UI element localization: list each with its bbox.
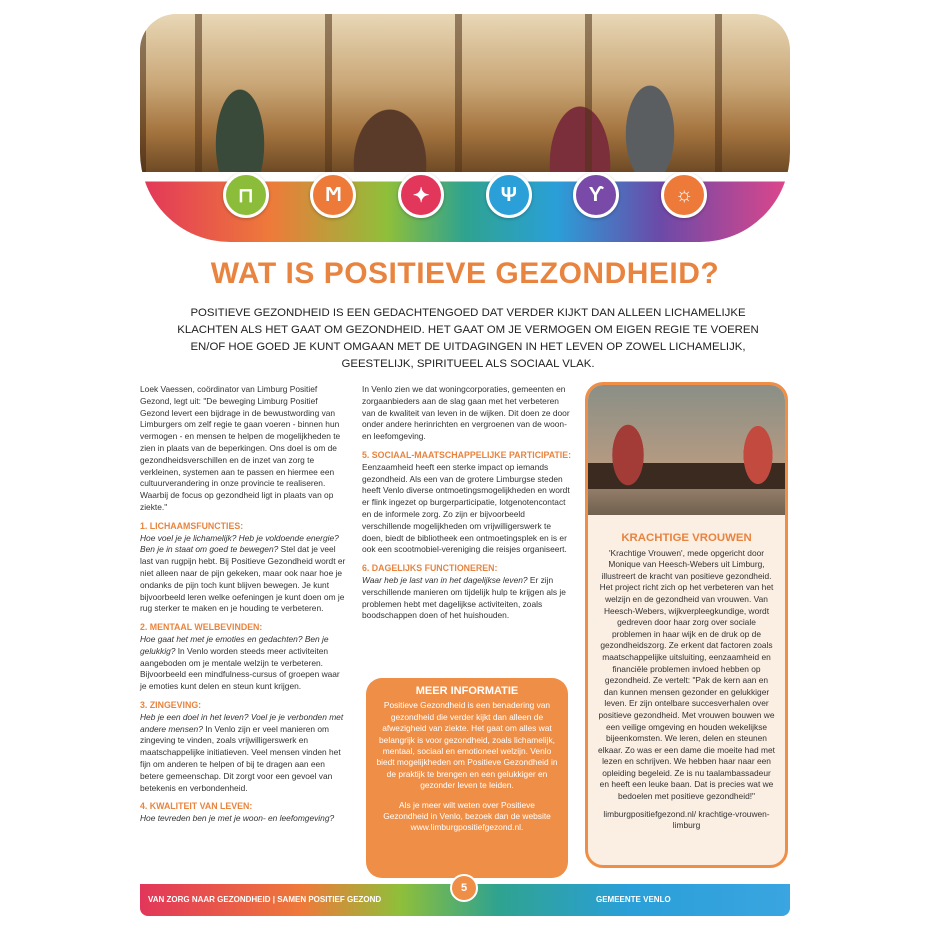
people-icon: Ϻ [310, 172, 356, 218]
person-cheer-icon: ϒ [573, 172, 619, 218]
section-heading: 2. MENTAAL WELBEVINDEN: [140, 622, 263, 633]
question: Waar heb je last van in het dagelijkse leven? [362, 574, 528, 585]
paragraph: In Venlo zijn er veel manieren om zingeving te vinden, zoals vrijwilligerswerk en maatschappelijke initiatieven. Veel mensen vinden het fijn om anderen te helpen of bij te dragen aan een betere gemeenschap. Dit zorgt voor een gevoel van betekenis en verbondenheid. [140, 723, 341, 793]
paragraph: Loek Vaessen, coördinator van Limburg Positief Gezond, legt uit: "De beweging Limburg Positief Gezond levert een bijdrage in de bewustwording van Limburgers om zelf regie te gaan voeren - binnen hun vermogen - en mensen te helpen de mogelijkheden te zien in plaats van de beperkingen. Ons doel is om de gezondheidsverschillen en de inzet van zorg te verkleinen, systemen aan te passen en hiermee een cultuurverandering in onze provincie te realiseren. Waarbij de focus op gezondheid ligt in plaats van op ziekte." [140, 384, 341, 512]
footer-right: GEMEENTE VENLO [596, 895, 671, 904]
page-title: WAT IS POSITIEVE GEZONDHEID? [210, 257, 720, 290]
group-icon: ☼ [661, 172, 707, 218]
paragraph: Stel dat je veel last van rugpijn hebt. Bij Positieve Gezondheid wordt er niet alleen naar de pijn gekeken, maar ook naar hoe je ondanks de pijn toch kunt blijven bewegen. Je kunt bijvoorbeeld leren welke oefeningen je kunt doen om je rug sterker te maken en je houding te verbeteren. [140, 544, 346, 614]
table-icon: ⊓ [223, 172, 269, 218]
section-heading: 5. SOCIAAL-MAATSCHAPPELIJKE PARTICIPATIE: [362, 449, 572, 460]
sidebar-link[interactable]: limburgpositiefgezond.nl/ krachtige-vrouwen-limburg [603, 808, 770, 831]
column-left [140, 384, 348, 832]
family-forest-photo [140, 14, 790, 172]
health-dimension-icons [140, 172, 790, 218]
section-heading: 6. DAGELIJKS FUNCTIONEREN: [362, 563, 498, 574]
intro-text: POSITIEVE GEZONDHEID IS EEN GEDACHTENGOED DAT VERDER KIJKT DAN ALLEEN LICHAMELIJKE KLACHTEN ALS HET GAAT OM GEZONDHEID. HET GAAT OM JE VERMOGEN OM EIGEN REGIE TE VOEREN EN/OF HOE GOED JE KUNT OMGAAN MET DE UITDAGINGEN IN HET LEVEN OP ZOWEL LICHAMELIJK, GEESTELIJK, SPIRITUEEL ALS SOCIAAL VLAK. [177, 307, 759, 370]
question: Hoe gaat het met je emoties en gedachten? Ben je gelukkig? [140, 633, 329, 656]
sidebar-text: 'Krachtige Vrouwen', mede opgericht door Monique van Heesch-Webers uit Limburg, illustreert de kracht van positieve gezondheid. Het project richt zich op het verbeteren van het welzijn en de gezondheid van vrouwen. Van Heesch-Webers, wijkverpleegkundige, wordt gedreven door haar zorg over sociale problemen in haar wijk en de druk op de gezondheidszorg. Ze erkent dat factoren zoals maatschappelijke uitsluiting, eenzaamheid en financiële problemen invloed hebben op gezondheid. Ze vertelt: "Pak de kern aan en dan kunnen mensen gezonder en gelukkiger leven. Er zijn ontelbare succesverhalen over positieve gezondheid. Met vrouwen bouwen we een veilige omgeving en houden wekelijkse bijeenkomsten. We leren, delen en steunen elkaar. Zo was er een dame die moeite had met lezen en schrijven. We hebben haar naar een opleiding begeleid. Ze is nu taalambassadeur en heeft een leuke baan. Dat is precies wat we bedoelen met positieve gezondheid!" [598, 547, 775, 802]
paragraph: In Venlo zien we dat woningcorporaties, gemeenten en zorgaanbieders aan de slag gaan met het verbeteren van de kwaliteit van leven in de wijken. Dit doen ze door onder andere herinrichten en vergroenen van de woon- en leefomgeving. [362, 384, 570, 442]
question: Heb je een doel in het leven? Voel je je verbonden met andere mensen? [140, 711, 344, 734]
info-link-text[interactable]: Als je meer wilt weten over Positieve Gezondheid in Venlo, bezoek dan de website www.limburgpositiefgezond.nl. [383, 799, 551, 833]
question: Hoe voel je je lichamelijk? Heb je voldoende energie? Ben je in staat om goed te bewegen? [140, 532, 339, 555]
column-middle [362, 384, 572, 629]
paragraph: Er zijn verschillende manieren om tijdelijk hulp te krijgen als je problemen hebt met dagelijkse activiteiten, zoals boodschappen doen of het huishouden. [362, 574, 566, 621]
person-arms-up-icon: Ψ [486, 172, 532, 218]
section-heading: 1. LICHAAMSFUNCTIES: [140, 520, 244, 531]
paragraph: In Venlo worden steeds meer activiteiten aangeboden om je mentale welzijn te verbeteren. Bijvoorbeeld een mindfulness-cursus of groepen waar je emoties kunt delen en steun kunt krijgen. [140, 645, 340, 692]
info-box [366, 678, 568, 878]
hero-banner [140, 14, 790, 242]
info-title: MEER INFORMATIE [415, 685, 519, 697]
women-photo [588, 385, 785, 515]
sidebar-title: KRACHTIGE VROUWEN [621, 532, 752, 544]
footer-left: VAN ZORG NAAR GEZONDHEID | SAMEN POSITIEF GEZOND [148, 895, 382, 904]
question: Hoe tevreden ben je met je woon- en leefomgeving? [140, 813, 335, 824]
section-heading: 3. ZINGEVING: [140, 699, 202, 710]
info-text: Positieve Gezondheid is een benadering van gezondheid die verder kijkt dan alleen de afwezigheid van ziekte. Het gaat om alles wat belangrijk is voor gezondheid, zoals lichamelijk, mentaal, sociaal en emotioneel welzijn. Venlo biedt mogelijkheden om Positieve Gezondheid in de praktijk te brengen en een gelukkiger en gezonder leven te leiden. [376, 700, 558, 791]
section-heading: 4. KWALITEIT VAN LEVEN: [140, 801, 253, 812]
runner-icon: ✦ [398, 172, 444, 218]
paragraph: Eenzaamheid heeft een sterke impact op iemands gezondheid. Als een van de grotere Limburgse steden heeft Venlo diverse ontmoetingsmogelijkheden en wordt er flink ingezet op burgerparticipatie, lotgenotencontact en de informele zorg. Zo zijn er bijvoorbeeld verschillende mogelijkheden om vrijwilligerswerk te doen, biedt de bibliotheek een ontmoetingsplek en is er ook een scootmobiel-vereniging die reisjes organiseert. [362, 461, 570, 555]
page-number: 5 [450, 874, 478, 902]
sidebar-box [585, 382, 788, 868]
